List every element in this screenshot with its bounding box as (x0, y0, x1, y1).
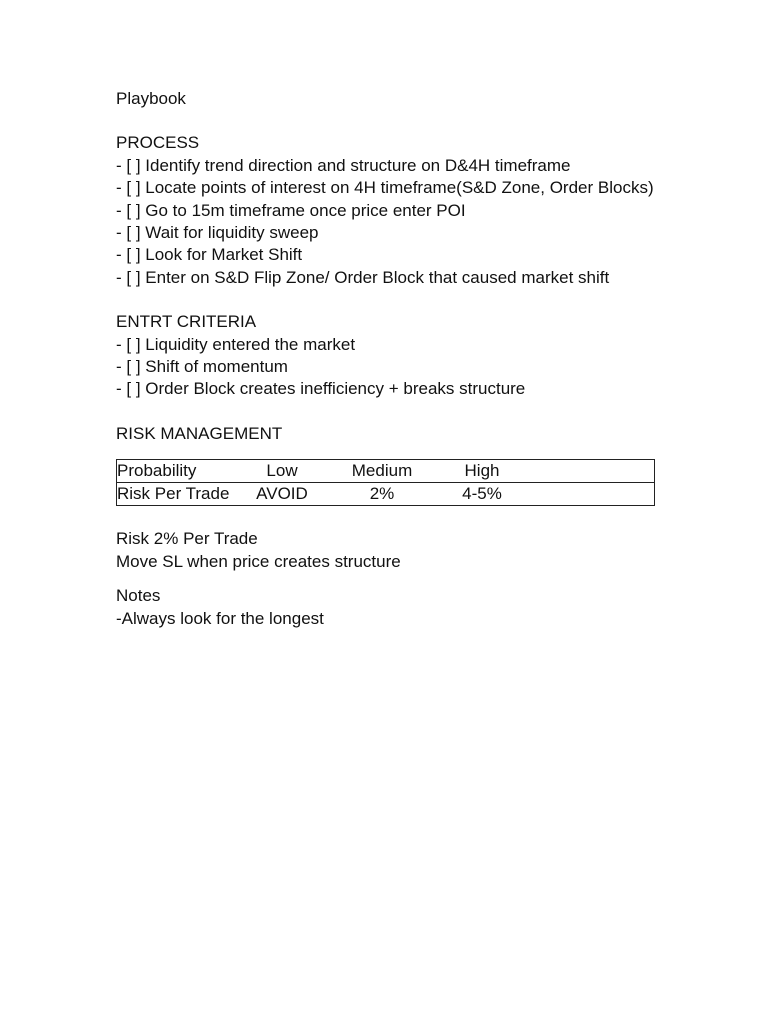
table-cell: High (447, 460, 517, 483)
spacer (116, 289, 656, 311)
spacer (116, 401, 656, 423)
table-cell (517, 483, 655, 506)
process-heading: PROCESS (116, 133, 200, 153)
table-cell: Low (247, 460, 317, 483)
document-page (116, 88, 656, 630)
risk-line: Risk 2% Per Trade (116, 529, 258, 549)
notes-item: -Always look for the longest (116, 608, 324, 628)
entry-criteria-item: - [ ] Shift of momentum (116, 357, 288, 377)
process-item: - [ ] Identify trend direction and structure on D&4H timeframe (116, 155, 571, 175)
process-item: - [ ] Look for Market Shift (116, 245, 303, 265)
spacer (116, 573, 656, 585)
table-cell: Probability (117, 460, 248, 483)
table-cell: 2% (317, 483, 447, 506)
risk-management-heading: RISK MANAGEMENT (116, 423, 283, 443)
table-cell: Medium (317, 460, 447, 483)
entry-criteria-item: - [ ] Order Block creates inefficiency + breaks structure (116, 379, 526, 399)
process-item: - [ ] Wait for liquidity sweep (116, 223, 319, 243)
risk-table (116, 459, 655, 506)
document-title: Playbook (116, 89, 186, 108)
process-item: - [ ] Locate points of interest on 4H timeframe(S&D Zone, Order Blocks) (116, 178, 654, 198)
table-row (117, 460, 655, 483)
table-cell: Risk Per Trade (117, 483, 248, 506)
entry-criteria-item: - [ ] Liquidity entered the market (116, 334, 356, 354)
process-item: - [ ] Go to 15m timeframe once price enter POI (116, 200, 466, 220)
entry-criteria-heading: ENTRT CRITERIA (116, 312, 257, 332)
table-cell (517, 460, 655, 483)
table-cell: AVOID (247, 483, 317, 506)
table-row (117, 483, 655, 506)
process-item: - [ ] Enter on S&D Flip Zone/ Order Block that caused market shift (116, 267, 610, 287)
spacer (116, 110, 656, 132)
risk-line: Move SL when price creates structure (116, 551, 401, 571)
table-cell: 4-5% (447, 483, 517, 506)
notes-heading: Notes (116, 586, 161, 606)
